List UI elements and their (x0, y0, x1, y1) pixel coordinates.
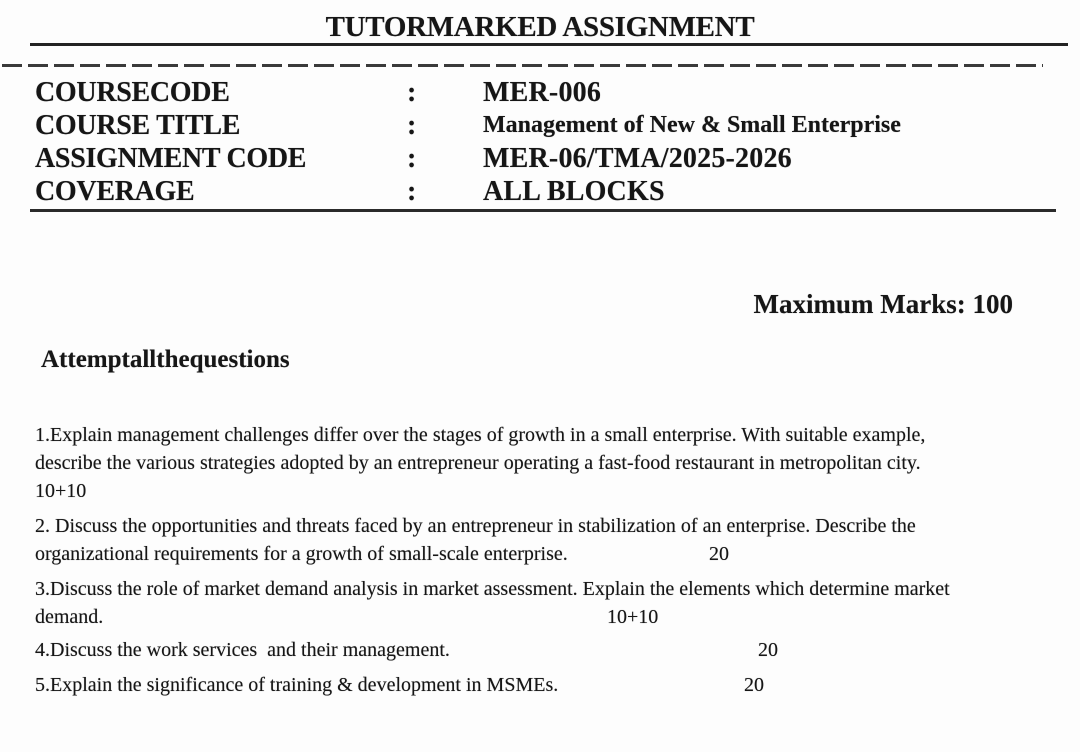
question-2-line-1: 2. Discuss the opportunities and threats faced by an entrepreneur in stabilization of an enterprise. Describe the (35, 515, 916, 537)
header-row-course-code (35, 76, 1060, 109)
assignment-code-label: ASSIGNMENT CODE (35, 143, 307, 174)
instruction-line: Attemptallthequestions (41, 346, 290, 373)
question-2-marks: 20 (709, 543, 729, 565)
course-code-value: MER-006 (483, 77, 602, 108)
question-4-line-1 (35, 636, 1049, 664)
question-4-text: 4.Discuss the work services and their management. (35, 639, 450, 661)
question-3 (35, 575, 1049, 631)
question-3-marks: 10+10 (607, 606, 659, 628)
document-title: TUTORMARKED ASSIGNMENT (325, 11, 755, 43)
question-3-line-1: 3.Discuss the role of market demand analysis in market assessment. Explain the elements which determine market (35, 578, 950, 600)
title-underline (30, 43, 1068, 46)
questions-list (35, 421, 1049, 699)
question-2 (35, 512, 1049, 568)
header-underline (30, 209, 1056, 212)
header-row-assignment-code (35, 142, 1060, 175)
question-3-line-2 (35, 603, 1049, 631)
coverage-colon: : (407, 176, 417, 207)
maximum-marks: Maximum Marks: 100 (753, 289, 1013, 319)
question-5-text: 5.Explain the significance of training & development in MSMEs. (35, 674, 559, 696)
header-row-coverage (35, 175, 1060, 208)
course-code-colon: : (407, 77, 417, 108)
coverage-label: COVERAGE (35, 176, 195, 207)
question-2-line-2 (35, 540, 1049, 568)
assignment-code-colon: : (407, 143, 417, 174)
assignment-code-value: MER-06/TMA/2025-2026 (483, 143, 792, 174)
course-title-colon: : (407, 110, 417, 141)
question-4-marks: 20 (758, 639, 778, 661)
question-1-marks: 10+10 (35, 480, 87, 502)
question-2-line-2-text: organizational requirements for a growth of small-scale enterprise. (35, 543, 568, 565)
question-1-line-1: 1.Explain management challenges differ over the stages of growth in a small enterprise. With suitable example, (35, 424, 926, 446)
coverage-value: ALL BLOCKS (483, 176, 665, 207)
question-5 (35, 671, 1049, 699)
question-1-marks-line (35, 477, 1049, 505)
question-1 (35, 421, 1049, 505)
question-5-marks: 20 (744, 674, 764, 696)
question-5-line-1 (35, 671, 1049, 699)
question-3-line-2-text: demand. (35, 606, 104, 628)
course-code-label: COURSECODE (35, 77, 230, 108)
assignment-header (35, 76, 1060, 208)
header-row-course-title (35, 109, 1060, 142)
question-4 (35, 636, 1049, 664)
question-1-line-2: describe the various strategies adopted by an entrepreneur operating a fast-food restaurant in metropolitan city. (35, 452, 921, 474)
course-title-label: COURSE TITLE (35, 110, 241, 141)
dashed-divider (2, 64, 1043, 67)
course-title-value: Management of New & Small Enterprise (483, 112, 901, 138)
